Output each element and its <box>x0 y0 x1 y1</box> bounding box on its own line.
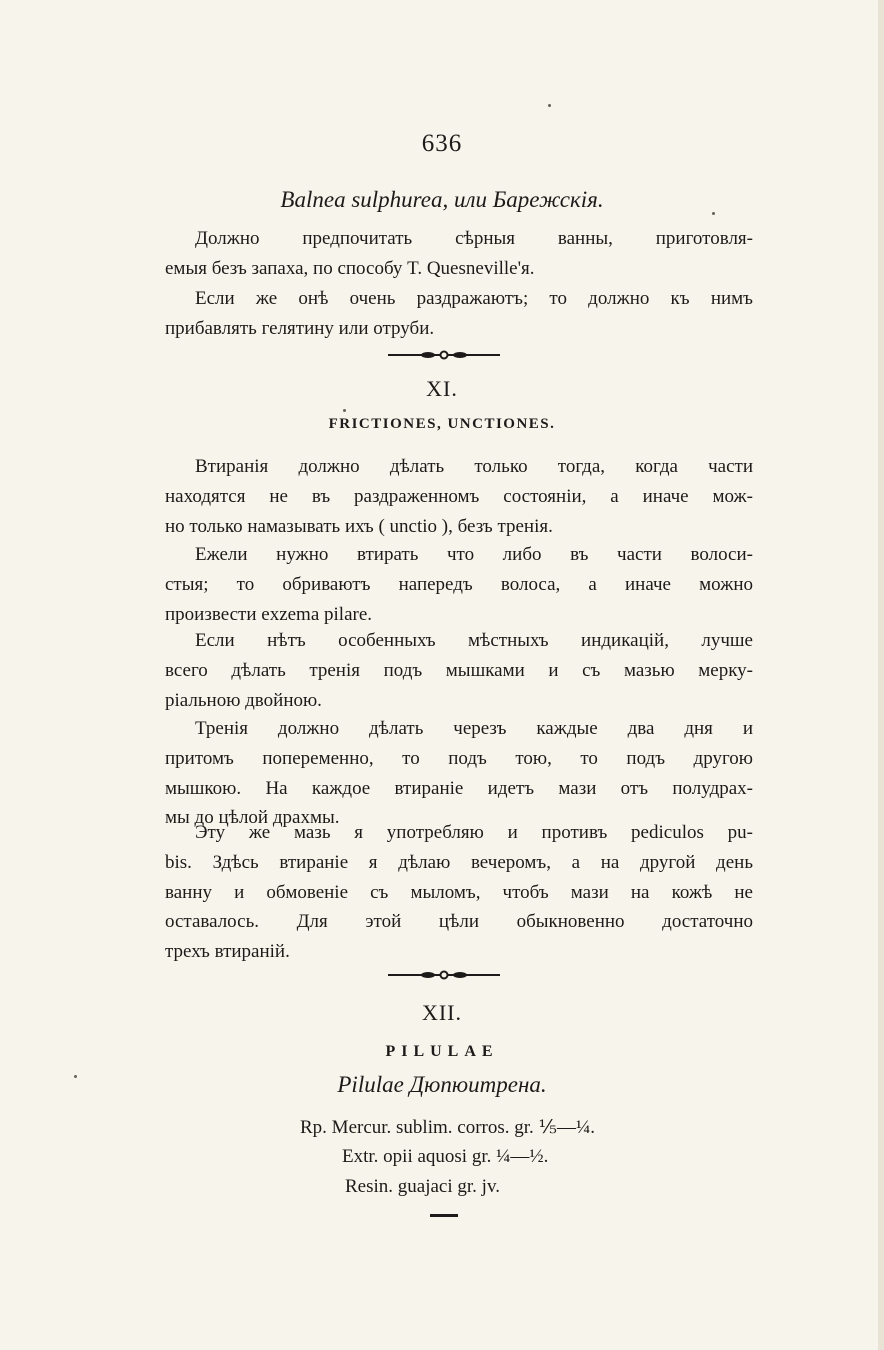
section-number: XII. <box>421 1000 463 1025</box>
end-rule <box>430 1214 458 1217</box>
text-line: емыя безъ запаха, по способу T. Quesneville'я. <box>165 257 535 279</box>
prescription-line: Extr. opii aquosi gr. ¼—½. <box>342 1146 549 1167</box>
paragraph <box>165 714 753 833</box>
text-line: но только намазывать ихъ ( unctio ), безъ тренія. <box>165 515 553 537</box>
text-line: стыя; то обриваютъ напередъ волоса, а иначе можно <box>165 573 753 595</box>
text-line: мы до цѣлой драхмы. <box>165 807 340 829</box>
text-line: прибавлять гелятину или отруби. <box>165 317 435 339</box>
text-line: Если же онѣ очень раздражаютъ; то должно къ нимъ <box>195 288 753 309</box>
section-divider <box>388 348 500 362</box>
balnea-heading: Balnea sulphurea, или Барежскія. <box>280 187 604 212</box>
pilulae-subtitle: Pilulae Дюпюитрена. <box>337 1072 547 1097</box>
text-line: Ежели нужно втирать что либо въ части волоси- <box>195 544 753 565</box>
text-line: притомъ попеременно, то подъ тою, то подъ другою <box>165 747 753 769</box>
paragraph <box>165 818 753 967</box>
paragraph <box>165 224 753 284</box>
paper-speck <box>343 409 346 412</box>
paragraph <box>165 284 753 344</box>
page-number: 636 <box>421 130 463 157</box>
text-line: ванну и обмовеніе съ мыломъ, чтобъ мази на кожѣ не <box>165 881 753 903</box>
text-line: Должно предпочитать сѣрныя ванны, приготовля- <box>195 228 753 249</box>
prescription-line: Rp. Mercur. sublim. corros. gr. ⅕—¼. <box>300 1117 595 1138</box>
text-line: произвести exzema pilare. <box>165 603 373 625</box>
text-line: трехъ втираній. <box>165 941 290 963</box>
paragraph <box>165 540 753 629</box>
text-line: мышкою. На каждое втираніе идетъ мази отъ полудрах- <box>165 777 753 799</box>
text-line: ріальною двойною. <box>165 689 322 711</box>
text-line: оставалось. Для этой цѣли обыкновенно достаточно <box>165 911 753 933</box>
text-line: Втиранія должно дѣлать только тогда, когда части <box>195 456 753 477</box>
paper-speck <box>548 104 551 107</box>
text-line: Тренія должно дѣлать черезъ каждые два дня и <box>195 718 753 739</box>
text-line: Эту же мазь я употребляю и противъ pediculos pu- <box>195 822 753 843</box>
section-divider <box>388 968 500 982</box>
text-line: находятся не въ раздраженномъ состояніи, а иначе мож- <box>165 485 753 507</box>
paragraph <box>165 452 753 541</box>
text-line: Если нѣтъ особенныхъ мѣстныхъ индикацій, лучше <box>195 630 753 651</box>
text-line: bis. Здѣсь втираніе я дѣлаю вечеромъ, а на другой день <box>165 851 753 873</box>
section-title: PILULAE <box>385 1043 499 1060</box>
section-number: XI. <box>426 376 458 401</box>
paragraph <box>165 626 753 715</box>
section-title: FRICTIONES, UNCTIONES. <box>328 416 556 432</box>
text-line: всего дѣлать тренія подъ мышками и съ мазью мерку- <box>165 659 753 681</box>
prescription-line: Resin. guajaci gr. jv. <box>345 1176 500 1197</box>
